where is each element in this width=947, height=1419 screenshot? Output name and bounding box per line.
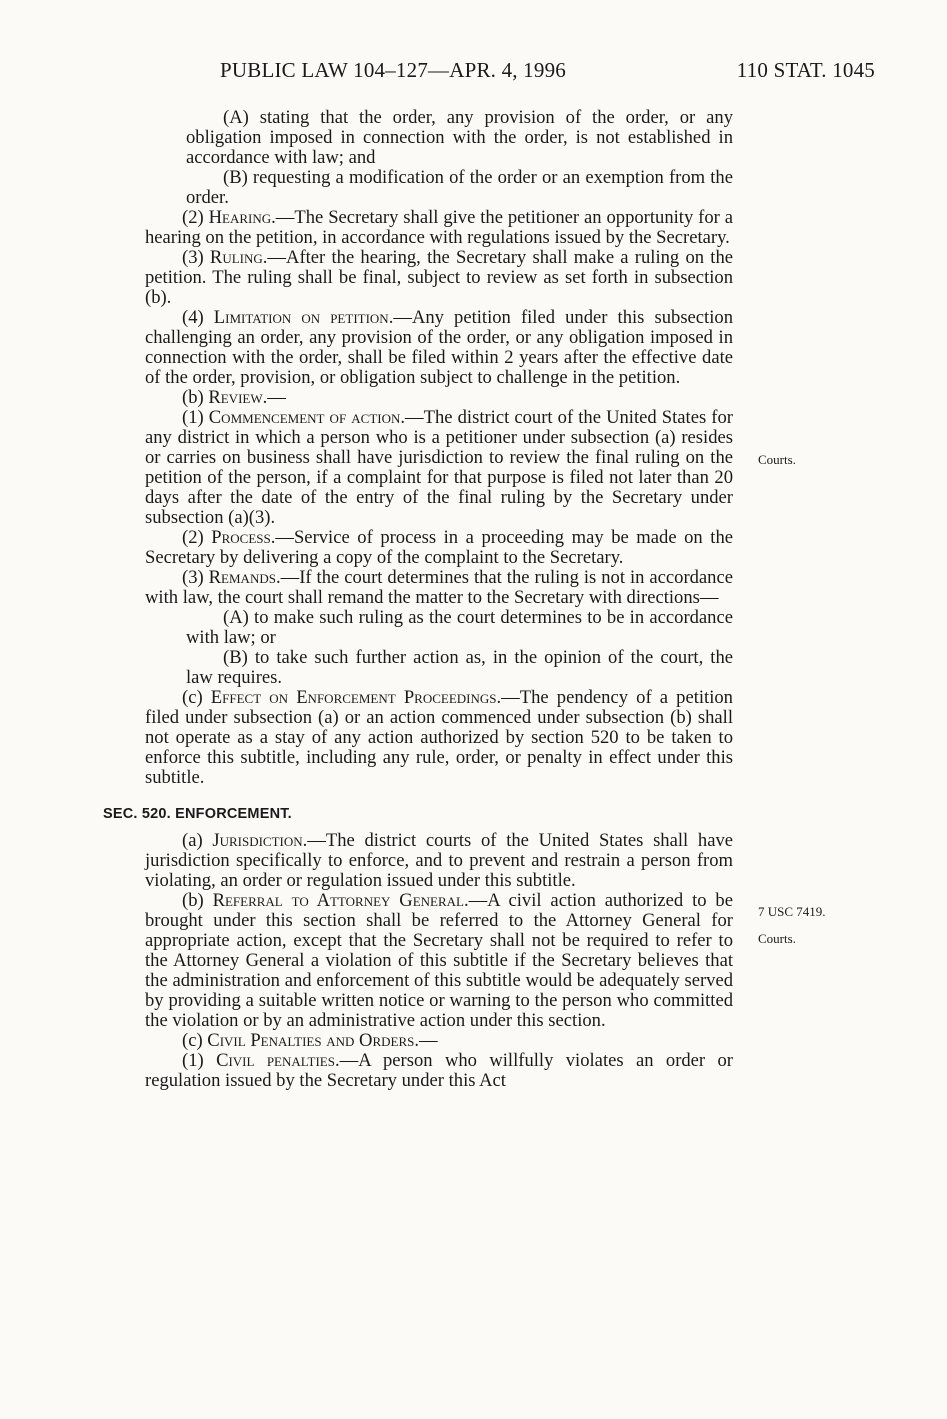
paragraph-heading: Effect on Enforcement Proceedings.	[210, 687, 502, 708]
paragraph	[145, 568, 733, 608]
paragraph-heading: Ruling.	[209, 247, 268, 268]
paragraph	[145, 168, 733, 208]
law-text-body	[103, 107, 733, 1091]
paragraph-text: —Any petition filed under this subsection challenging an order, any provision of the order, or any obligation imposed in connection with the order, shall be filed within 2 years after the effective date of the order, provision, or obligation subject to challenge in the petition.	[145, 307, 733, 388]
paragraph	[145, 688, 733, 788]
paragraph-label: (a)	[182, 830, 213, 851]
paragraph-label: (2)	[182, 207, 209, 228]
margin-note-courts: Courts.	[758, 452, 796, 467]
paragraph-text: —	[267, 387, 286, 408]
paragraph-heading: Limitation on petition.	[213, 307, 394, 328]
paragraph	[145, 831, 733, 891]
paragraph-label: (1)	[182, 1050, 217, 1071]
paragraph	[145, 408, 733, 528]
paragraph-heading: Review.	[208, 387, 268, 408]
paragraph-text: —A person who willfully violates an order or regulation issued by the Secretary under this Act	[145, 1050, 733, 1091]
paragraph-heading: Civil Penalties and Orders.	[207, 1030, 420, 1051]
statute-page-number: 110 STAT. 1045	[736, 58, 875, 82]
paragraph-label: (b)	[182, 890, 213, 911]
paragraph-label: (b)	[182, 387, 209, 408]
paragraph-text: (A) to make such ruling as the court determines to be in accordance with law; or	[186, 607, 733, 648]
paragraph	[145, 648, 733, 688]
section-519-continued	[145, 108, 733, 788]
paragraph-heading: Hearing.	[208, 207, 276, 228]
paragraph-text: —The district court of the United States for any district in which a person who is a petitioner under subsection (a) resides or carries on business shall have jurisdiction to review the final ruling on the petition of the person, if a complaint for that purpose is filed not later than 20 days after the date of the entry of the final ruling by the Secretary under subsection (a)(3).	[145, 407, 733, 528]
paragraph	[145, 1031, 733, 1051]
paragraph-label: (1)	[182, 407, 209, 428]
paragraph-text: —Service of process in a proceeding may be made on the Secretary by delivering a copy of the complaint to the Secretary.	[145, 527, 733, 568]
paragraph-heading: Commencement of action.	[208, 407, 406, 428]
paragraph-label: (4)	[182, 307, 214, 328]
paragraph-text: —A civil action authorized to be brought under this section shall be referred to the Attorney General for appropriate action, except that the Secretary shall not be required to refer to the Attorney General a violation of this subtitle if the Secretary believes that the administration and enforcement of this subtitle would be adequately served by providing a suitable written notice or warning to the person who committed the violation or by an administrative action under this section.	[145, 890, 733, 1031]
paragraph-label: (c)	[182, 1030, 208, 1051]
paragraph-text: (B) requesting a modification of the order or an exemption from the order.	[186, 167, 733, 208]
paragraph-text: —The district courts of the United States shall have jurisdiction specifically to enforce, and to prevent and restrain a person from violating, an order or regulation issued under this subtitle.	[145, 830, 733, 891]
paragraph-text: (A) stating that the order, any provision of the order, or any obligation imposed in connection with the order, is not established in accordance with law; and	[186, 107, 733, 168]
section-heading: SEC. 520. ENFORCEMENT.	[103, 806, 292, 822]
paragraph	[145, 528, 733, 568]
paragraph-heading: Referral to Attorney General.	[212, 890, 469, 911]
paragraph-text: —	[419, 1030, 438, 1051]
paragraph-heading: Process.	[211, 527, 276, 548]
paragraph	[145, 108, 733, 168]
margin-note-usc: 7 USC 7419.	[758, 904, 826, 919]
paragraph-label: (3)	[182, 247, 210, 268]
paragraph-text: (B) to take such further action as, in the opinion of the court, the law requires.	[186, 647, 733, 688]
running-header	[220, 58, 875, 88]
paragraph-heading: Jurisdiction.	[212, 830, 308, 851]
paragraph-heading: Remands.	[208, 567, 281, 588]
paragraph	[145, 208, 733, 248]
paragraph-label: (3)	[182, 567, 209, 588]
paragraph-text: —After the hearing, the Secretary shall make a ruling on the petition. The ruling shall be final, subject to review as set forth in subsection (b).	[145, 247, 733, 308]
public-law-citation: PUBLIC LAW 104–127—APR. 4, 1996	[220, 58, 566, 82]
paragraph-label: (c)	[182, 687, 211, 708]
paragraph-label: (2)	[182, 527, 212, 548]
margin-note-courts: Courts.	[758, 931, 796, 946]
section-520-text	[145, 831, 733, 1091]
paragraph	[145, 1051, 733, 1091]
paragraph	[145, 891, 733, 1031]
paragraph	[145, 608, 733, 648]
paragraph	[145, 248, 733, 308]
paragraph-text: —The pendency of a petition filed under subsection (a) or an action commenced under subsection (b) shall not operate as a stay of any action authorized by section 520 to be taken to enforce this subtitle, including any rule, order, or penalty in effect under this subtitle.	[145, 687, 733, 788]
paragraph	[145, 308, 733, 388]
paragraph-heading: Civil penalties.	[216, 1050, 340, 1071]
paragraph	[145, 388, 733, 408]
paragraph-text: —The Secretary shall give the petitioner an opportunity for a hearing on the petition, in accordance with regulations issued by the Secretary.	[145, 207, 733, 248]
paragraph-text: —If the court determines that the ruling is not in accordance with law, the court shall remand the matter to the Secretary with directions—	[145, 567, 733, 608]
